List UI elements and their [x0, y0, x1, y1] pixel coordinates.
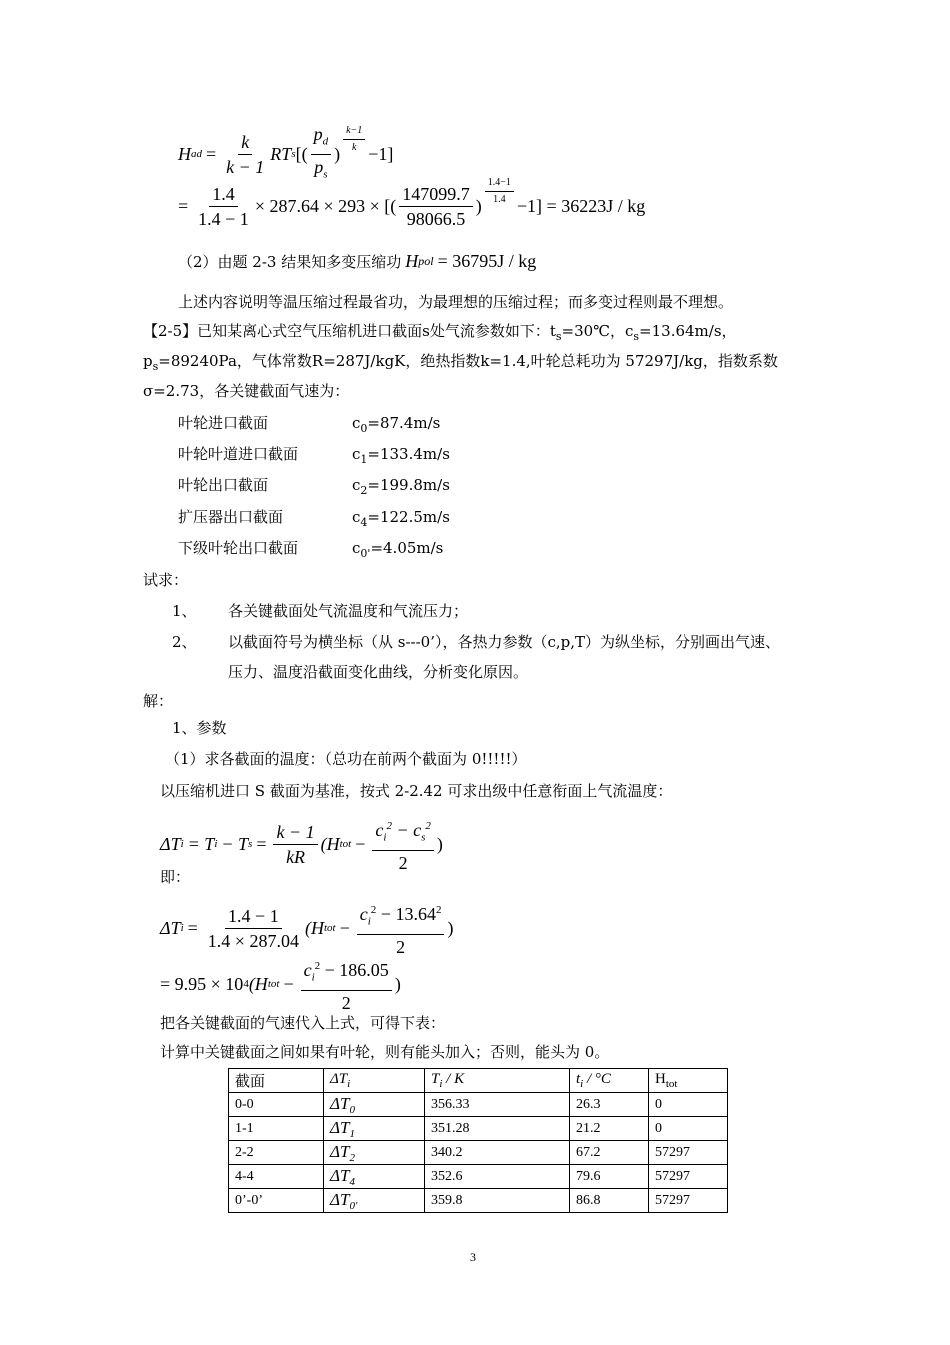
- section-speed-0-sym: c: [352, 414, 361, 432]
- polytropic-work-prefix: （2）由题 2-3 结果知多变压缩功: [178, 252, 402, 271]
- section-speed-3-sym: c: [352, 508, 361, 526]
- formula-had-pressure-frac: [311, 124, 332, 184]
- table-header-temp-c: [570, 1069, 649, 1093]
- formula-dt2-speed-frac: [357, 900, 445, 957]
- table-cell-delta-t-sub: 1: [349, 1127, 355, 1140]
- formula-delta-t: [160, 816, 443, 873]
- results-table: [228, 1068, 728, 1213]
- table-header-temp-c-unit: / °C: [583, 1071, 611, 1087]
- formula-dt2-frac-num: 1.4 − 1: [225, 906, 282, 929]
- table-header-work: [649, 1069, 728, 1093]
- table-cell-section: 2-2: [229, 1141, 324, 1165]
- formula-dt2-lhs-sub: i: [180, 922, 184, 935]
- table-cell-work: 0: [649, 1093, 728, 1117]
- table-cell-delta-t-symbol: ΔT: [330, 1141, 350, 1161]
- section-speed-3-sub: 4: [360, 516, 368, 529]
- formula-dt2-cs-value: − 13.64: [380, 904, 436, 924]
- formula-dt-speed-den: 2: [398, 852, 408, 873]
- section-speed-0-sub: 0: [360, 422, 368, 435]
- formula-had-numeric-exp-num: 1.4−1: [485, 177, 514, 192]
- table-cell-temp-c: 79.6: [570, 1165, 649, 1189]
- polytropic-work-h: H: [405, 251, 419, 271]
- table-cell-delta-t-sub: 0': [349, 1199, 358, 1212]
- section-name-1: 叶轮叶道进口截面: [178, 445, 299, 463]
- formula-dt3-speed-den: 2: [341, 992, 351, 1013]
- formula-dt3-paren: (H: [248, 973, 268, 994]
- table-intro-text: 把各关键截面的气速代入上式，可得下表：: [160, 1014, 446, 1032]
- section-speed-0-val: =87.4m/s: [367, 414, 441, 432]
- problem-line-1-text: 【2-5】已知某离心式空气压缩机进口截面s处气流参数如下：t: [143, 322, 556, 340]
- formula-dt2-ci-sub: i: [367, 915, 371, 928]
- section-speed-1-val: =133.4m/s: [367, 445, 450, 463]
- section-speed-2-sym: c: [352, 476, 361, 494]
- table-cell-temp-k: 351.28: [425, 1117, 570, 1141]
- table-cell-temp-k: 356.33: [425, 1093, 570, 1117]
- section-name-2: 叶轮出口截面: [178, 476, 269, 494]
- namely-label: 即：: [160, 868, 191, 886]
- table-cell-delta-t-symbol: ΔT: [330, 1189, 350, 1209]
- table-cell-work: 0: [649, 1117, 728, 1141]
- formula-dt-lhs: ΔT: [160, 833, 181, 854]
- table-header-work-sub: tot: [665, 1078, 678, 1090]
- table-cell-delta-t-sub: 2: [349, 1151, 355, 1164]
- formula-delta-t-simplified: [160, 956, 401, 1013]
- section-speed-4-sub: 0': [360, 547, 371, 560]
- formula-had: H ad = $\frac{k}{k - 1}$ RT s [( $\frac{p_d}{p_s}$ ) $\frac{k-1}{k}$ −1]: [178, 124, 393, 184]
- problem-line-2-p: p: [143, 352, 153, 370]
- formula-delta-t-numeric: [160, 900, 453, 957]
- formula-dt-ci-sub: i: [383, 831, 387, 844]
- table-cell-delta-t: [324, 1165, 425, 1189]
- formula-dt-cs-sup: 2: [425, 820, 431, 832]
- table-header-temp-k-sub: i: [439, 1078, 443, 1090]
- section-speed-2: [352, 475, 450, 501]
- section-speed-4-sym: c: [352, 539, 361, 557]
- section-speed-3: [352, 507, 450, 533]
- table-row: [229, 1189, 728, 1213]
- formula-dt3-speed-frac: [301, 956, 392, 1013]
- formula-dt-minus-t: − T: [221, 833, 249, 854]
- problem-line-1-mid: =30℃，c: [561, 322, 634, 340]
- section-name-0: 叶轮进口截面: [178, 414, 269, 432]
- task-text-1: 各关键截面处气流温度和气流压力；: [228, 602, 469, 620]
- formula-had-frac-num: k: [238, 132, 252, 155]
- table-cell-temp-k: 352.6: [425, 1165, 570, 1189]
- formula-dt-close: ): [436, 833, 443, 854]
- formula-dt3-ci-sub: i: [311, 971, 315, 984]
- formula-had-tail: −1]: [368, 143, 394, 164]
- table-cell-temp-k: 359.8: [425, 1189, 570, 1213]
- formula-dt3-tot-sub: tot: [267, 978, 280, 991]
- formula-had-open: [(: [295, 143, 308, 164]
- formula-dt3-exp: 4: [243, 978, 249, 991]
- problem-line-1: [143, 321, 737, 347]
- table-cell-section: 0-0: [229, 1093, 324, 1117]
- table-cell-temp-c: 67.2: [570, 1141, 649, 1165]
- formula-dt3-tail: − 186.05: [324, 960, 389, 980]
- table-cell-temp-c: 86.8: [570, 1189, 649, 1213]
- solution-step-temperature: （1）求各截面的温度：（总功在前两个截面为 0!!!!!）: [165, 750, 527, 768]
- formula-had-exponent: [343, 125, 365, 154]
- formula-had-numeric-frac: [195, 184, 252, 229]
- formula-had-numeric-exp-den: 1.4: [493, 194, 506, 205]
- table-cell-delta-t-symbol: ΔT: [330, 1117, 350, 1137]
- table-cell-section: 4-4: [229, 1165, 324, 1189]
- task-number-1: 1、: [172, 602, 197, 620]
- table-note-text: 计算中关键截面之间如果有叶轮，则有能头加入；否则，能头为 0。: [160, 1043, 610, 1061]
- formula-dt3-ci: c: [303, 960, 312, 980]
- formula-had-lhs: H: [178, 143, 191, 164]
- section-speed-1: [352, 444, 450, 470]
- table-cell-work: 57297: [649, 1165, 728, 1189]
- polytropic-work-value: = 36795J / kg: [437, 251, 537, 271]
- table-cell-delta-t: [324, 1141, 425, 1165]
- formula-had-frac-den: k − 1: [226, 156, 265, 177]
- formula-dt2-lhs: ΔT: [160, 917, 181, 938]
- formula-dt-cs-sub: s: [421, 831, 426, 844]
- formula-had-numeric-den: 1.4 − 1: [198, 209, 249, 229]
- formula-had-numeric-exp: [485, 177, 514, 206]
- formula-dt2-frac-den: 1.4 × 287.04: [207, 930, 299, 951]
- formula-had-pd: p: [313, 124, 323, 144]
- formula-had-exp-den: k: [351, 141, 357, 153]
- table-cell-delta-t-sub: 0: [349, 1103, 355, 1116]
- table-cell-delta-t-sub: 4: [349, 1175, 355, 1188]
- table-cell-temp-k: 340.2: [425, 1141, 570, 1165]
- formula-dt2-ci: c: [359, 904, 368, 924]
- formula-dt-cs: − c: [396, 820, 422, 840]
- formula-had-numeric-mid: × 287.64 × 293 × [(: [254, 196, 397, 216]
- table-cell-delta-t-symbol: ΔT: [330, 1165, 350, 1185]
- formula-dt3-ci-sup: 2: [314, 960, 321, 972]
- section-speed-4: [352, 538, 443, 564]
- table-cell-work: 57297: [649, 1141, 728, 1165]
- section-speed-0: [352, 413, 440, 439]
- table-header-work-label: H: [655, 1071, 666, 1087]
- table-cell-section: 1-1: [229, 1117, 324, 1141]
- table-header-temp-k: [425, 1069, 570, 1093]
- formula-dt2-paren: (H: [304, 917, 324, 938]
- formula-dt3-minus: −: [283, 973, 294, 994]
- formula-dt-frac-den: kR: [286, 846, 306, 867]
- formula-dt-ci-sup: 2: [386, 820, 392, 832]
- table-cell-work: 57297: [649, 1189, 728, 1213]
- table-cell-delta-t: [324, 1093, 425, 1117]
- formula-had-numeric-result: −1] = 36223J / kg: [516, 196, 646, 216]
- section-speed-4-val: =4.05m/s: [370, 539, 444, 557]
- table-cell-temp-c: 26.3: [570, 1093, 649, 1117]
- task-text-2-continued: 压力、温度沿截面变化曲线，分析变化原因。: [228, 663, 529, 681]
- formula-dt2-tot-sub: tot: [323, 922, 336, 935]
- formula-had-ps-sub: s: [323, 168, 328, 181]
- problem-line-1-sub-c: s: [633, 330, 640, 343]
- polytropic-work-sub: pol: [418, 254, 434, 268]
- questions-heading: 试求：: [143, 571, 189, 589]
- formula-dt2-close: ): [447, 917, 454, 938]
- formula-dt3-prefix: = 9.95 × 10: [160, 973, 244, 994]
- formula-dt-eq1: = T: [187, 833, 215, 854]
- problem-line-1-end: =13.64m/s，: [639, 322, 737, 340]
- formula-had-rt-sub: s: [291, 148, 296, 161]
- formula-had-numeric-pfrac: [399, 184, 473, 229]
- solution-step-1: 1、参数: [172, 719, 227, 737]
- table-cell-delta-t: [324, 1189, 425, 1213]
- formula-had-pd-sub: d: [322, 135, 329, 148]
- formula-dt-ts-sub: s: [248, 838, 253, 851]
- table-header-delta-t: [324, 1069, 425, 1093]
- formula-dt3-close: ): [394, 973, 401, 994]
- formula-dt-lhs-sub: i: [180, 838, 184, 851]
- task-text-2: 以截面符号为横坐标（从 s---0’），各热力参数（c,p,T）为纵坐标，分别画出气速、: [228, 633, 781, 651]
- section-name-4: 下级叶轮出口截面: [178, 539, 299, 557]
- table-header-delta-t-label: ΔT: [330, 1071, 348, 1087]
- conclusion-paragraph: 上述内容说明等温压缩过程最省功，为最理想的压缩过程；而多变过程则最不理想。: [178, 293, 734, 311]
- formula-had-numeric-pnum: 147099.7: [399, 184, 473, 207]
- formula-had-numeric-num: 1.4: [209, 184, 238, 207]
- section-speed-2-val: =199.8m/s: [367, 476, 450, 494]
- formula-dt-paren: (H: [320, 833, 340, 854]
- formula-dt-speed-frac: [372, 816, 433, 873]
- problem-line-1-sub-t: s: [555, 330, 562, 343]
- solution-heading: 解：: [143, 692, 174, 710]
- table-cell-delta-t: [324, 1117, 425, 1141]
- table-header-temp-k-label: T: [431, 1071, 440, 1087]
- table-header-delta-t-sub: i: [347, 1078, 351, 1090]
- formula-dt-frac-num: k − 1: [273, 822, 317, 845]
- table-header-temp-k-unit: / K: [442, 1071, 465, 1087]
- formula-dt2-frac: [205, 906, 302, 951]
- table-row: [229, 1141, 728, 1165]
- table-header-temp-c-label: t: [576, 1071, 581, 1087]
- formula-had-numeric-pden: 98066.5: [406, 209, 466, 229]
- table-cell-temp-c: 21.2: [570, 1117, 649, 1141]
- formula-dt-tot-sub: tot: [339, 838, 352, 851]
- solution-basis-text: 以压缩机进口 S 截面为基准，按式 2-2.42 可求出级中任意衔面上气流温度：: [160, 782, 673, 800]
- polytropic-work-line: [178, 251, 536, 272]
- task-number-2: 2、: [172, 633, 197, 651]
- formula-dt-ti-sub: i: [214, 838, 218, 851]
- problem-line-2: [143, 351, 778, 377]
- formula-had-numeric: = $\frac{1.4}{1.4 - 1}$ × 287.64 × 293 × [( $\frac{147099.7}{98066.5}$ ) $\frac{1.4-1}{1.4}$ −1] = 36223J / kg: [178, 177, 646, 229]
- formula-dt-frac: [273, 822, 317, 867]
- section-name-3: 扩压器出口截面: [178, 508, 284, 526]
- formula-dt2-ci-sup: 2: [370, 904, 377, 916]
- table-row: [229, 1165, 728, 1189]
- formula-dt2-speed-den: 2: [396, 936, 406, 957]
- table-header-section-label: 截面: [235, 1074, 266, 1090]
- section-speed-3-val: =122.5m/s: [367, 508, 450, 526]
- table-header-section: [229, 1069, 324, 1093]
- formula-dt-ci: c: [375, 820, 384, 840]
- section-speed-1-sub: 1: [360, 453, 368, 466]
- formula-had-exp-num: k−1: [343, 125, 365, 140]
- page-number: 3: [470, 1250, 476, 1264]
- formula-dt2-minus: −: [339, 917, 350, 938]
- problem-line-2-sub: s: [152, 360, 159, 373]
- formula-had-ps: p: [314, 156, 324, 177]
- table-row: [229, 1117, 728, 1141]
- table-header-temp-c-sub: i: [580, 1078, 584, 1090]
- problem-line-2-rest: =89240Pa，气体常数R=287J/kgK，绝热指数k=1.4,叶轮总耗功为 57297J/kg，指数系数: [158, 352, 778, 370]
- section-speed-1-sym: c: [352, 445, 361, 463]
- formula-dt2-eq: =: [187, 917, 198, 938]
- table-header-row: [229, 1069, 728, 1093]
- table-row: [229, 1093, 728, 1117]
- problem-line-3: σ=2.73，各关键截面气速为：: [143, 382, 350, 400]
- table-cell-section: 0’-0’: [229, 1189, 324, 1213]
- section-speed-2-sub: 2: [360, 484, 368, 497]
- formula-dt2-cs-sup: 2: [435, 904, 442, 916]
- table-cell-delta-t-symbol: ΔT: [330, 1093, 350, 1113]
- formula-had-lhs-sub: ad: [191, 148, 202, 161]
- formula-had-rt: RT: [270, 143, 292, 164]
- formula-had-frac: [223, 132, 267, 177]
- formula-dt-minus: −: [355, 833, 366, 854]
- formula-dt-eq: =: [256, 833, 267, 854]
